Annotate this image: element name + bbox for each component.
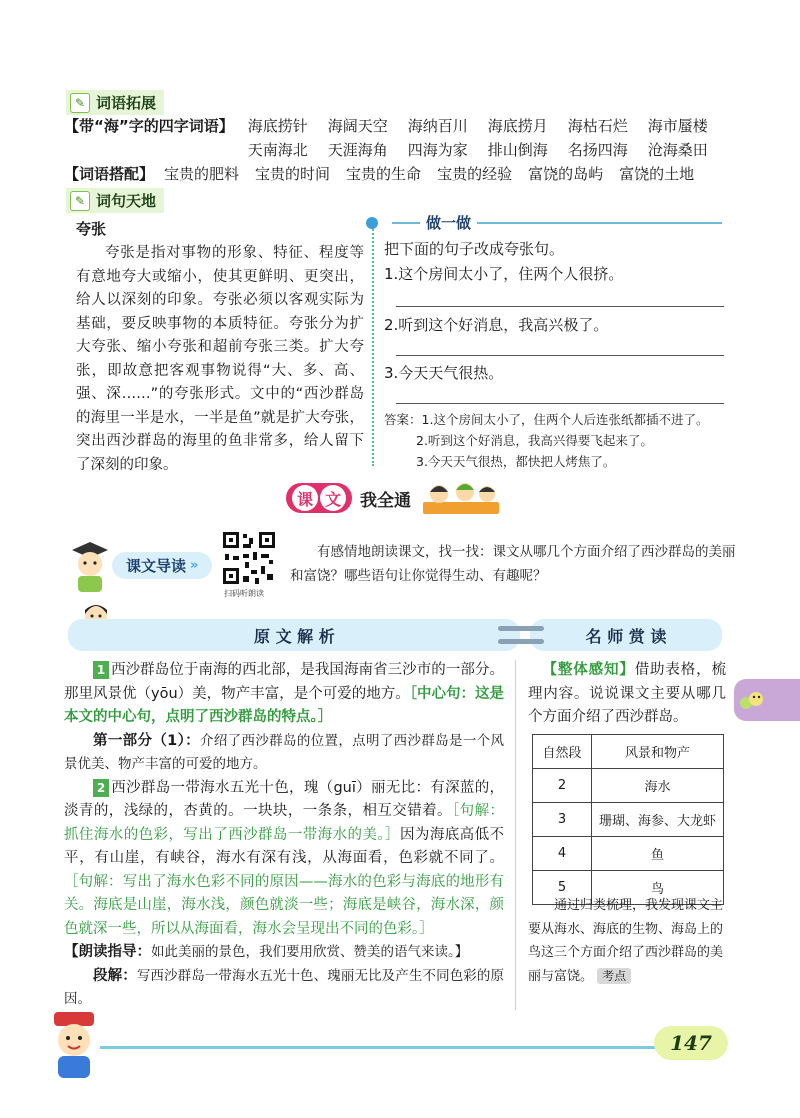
- kaodian-badge: 考点: [597, 968, 631, 984]
- p2-note-2: ［句解：写出了海水色彩不同的原因——海水的色彩与海底的地形有关。海底是山崖，海水浅，颜色就淡一些；海底是峡谷，海水深，颜色就深一些，所以从海面看，海水会呈现出不同的色彩。］: [64, 873, 504, 937]
- hai-words-row: [64, 114, 744, 162]
- sentence-section-tag: [66, 188, 164, 213]
- table-cell: 5: [533, 871, 592, 905]
- paragraph-2: [64, 777, 504, 942]
- word: 海枯石烂: [567, 117, 628, 135]
- paragraph-1: [64, 659, 504, 730]
- table-header-row: [533, 735, 724, 769]
- exercise-prompt: 把下面的句子改成夸张句。: [384, 240, 565, 258]
- word: 海底捞针: [247, 117, 308, 135]
- collocation: 宝贵的生命: [346, 165, 422, 183]
- answer-2: 2.听到这个好消息，我高兴得要飞起来了。: [416, 433, 653, 448]
- table-header: 风景和物产: [592, 735, 724, 769]
- pencil-icon: ✎: [70, 191, 90, 211]
- answer-label: 答案：: [384, 412, 422, 427]
- kewen-char-2: 文: [320, 485, 346, 511]
- guide-text: 有感情地朗读课文，找一找：课文从哪几个方面介绍了西沙群岛的美丽和富饶？哪些语句让你觉得生动、有趣呢？: [290, 544, 736, 584]
- word: 名扬四海: [567, 141, 628, 159]
- collocation: 宝贵的肥料: [164, 165, 240, 183]
- hai-words-list: [248, 114, 744, 162]
- collocation-row: [64, 162, 744, 186]
- answer-line: [396, 306, 724, 307]
- table-cell: 海水: [592, 769, 724, 803]
- side-intro-text: 借助表格，梳理内容。说说课文主要从哪几个方面介绍了西沙群岛。: [528, 662, 727, 725]
- table-cell: 3: [533, 803, 592, 837]
- part1-label: 第一部分（1）：: [93, 732, 201, 749]
- side-intro: [528, 659, 726, 730]
- table-cell: 珊瑚、海参、大龙虾: [592, 803, 724, 837]
- part1-text: 介绍了西沙群岛的位置，点明了西沙群岛是一个风景优美、物产丰富的可爱的地方。: [64, 732, 505, 772]
- ring-binder-icon: [496, 616, 546, 654]
- kuazhang-text: 夸张是指对事物的形象、特征、程度等有意地夸大或缩小，使其更鲜明、更突出，给人以深刻的印象。夸张必须以客观实际为基础，要反映事物的本质特征。夸张分为扩大夸张、缩小夸张和超前夸张三类。扩大夸张，即故意把客观事物说得“大、多、高、强、深……”的夸张形式。文中的“西沙群岛的海里一半是水，一半是鱼”就是扩大夸张，突出西沙群岛的海里的鱼非常多，给人留下了深刻的印象。: [76, 245, 364, 473]
- hai-words-label: 【带“海”字的四字词语】: [64, 117, 234, 135]
- kewen-char-1: 课: [292, 485, 318, 511]
- word: 海阔天空: [327, 117, 388, 135]
- collocation: 宝贵的时间: [255, 165, 331, 183]
- collocation: 宝贵的经验: [437, 165, 513, 183]
- kuazhang-title: 夸张: [76, 220, 107, 238]
- answer-1: 1.这个房间太小了，住两个人后连张纸都插不进了。: [421, 412, 709, 427]
- sentence-section-title: 词句天地: [96, 192, 157, 210]
- word: 海市蜃楼: [647, 117, 708, 135]
- table-cell: 4: [533, 837, 592, 871]
- paragraph-number-2: 2: [93, 779, 109, 797]
- mascot-icon: [44, 1008, 104, 1082]
- collocation-list: [164, 162, 694, 186]
- main-text: [64, 659, 504, 1012]
- answer-line: [396, 355, 724, 356]
- collocation: 富饶的土地: [619, 165, 695, 183]
- p2-text-a: 西沙群岛一带海水五光十色，瑰（guī）丽无比：有深蓝的，淡青的，浅绿的，杏黄的。一块块，一条条，相互交错着。: [64, 779, 504, 819]
- p1-note: ［中心句：这是本文的中心句，点明了西沙群岛的特点。］: [64, 685, 505, 725]
- part1-summary: [64, 730, 504, 777]
- footer-line: [100, 1046, 660, 1049]
- table-cell: 2: [533, 769, 592, 803]
- nature-table: [532, 734, 724, 905]
- band-right-title: 名 师 赏 读: [585, 626, 667, 646]
- qr-code[interactable]: [221, 530, 277, 586]
- band-right: [530, 619, 722, 651]
- guide-label-pill: [112, 552, 212, 579]
- table-cell: 鸟: [592, 871, 724, 905]
- collocation: 富饶的岛屿: [528, 165, 604, 183]
- band-left-title: 原 文 解 析: [254, 626, 335, 646]
- reading-guide: [64, 941, 504, 965]
- table-row: [533, 769, 724, 803]
- page-number: 147: [654, 1026, 728, 1060]
- duanjie-label: 段解：: [93, 967, 137, 984]
- paragraph-number-1: 1: [93, 661, 109, 679]
- kewen-heading: [286, 478, 501, 518]
- vocab-section-title: 词语拓展: [96, 94, 157, 112]
- band-left: [68, 619, 520, 651]
- reading-kids-illustration: [421, 478, 501, 518]
- answer-block: [384, 409, 708, 472]
- side-tab: [734, 679, 800, 721]
- vocab-section-tag: [66, 90, 164, 115]
- qr-caption: 扫码听朗读: [224, 589, 264, 598]
- answer-line: [396, 403, 724, 404]
- collocation-label: 【词语搭配】: [64, 165, 155, 183]
- zuoyizuo-title: 做一做: [420, 212, 477, 233]
- table-row: [533, 837, 724, 871]
- table-header: 自然段: [533, 735, 592, 769]
- double-chevron-icon: »: [190, 558, 199, 573]
- pencil-icon: ✎: [70, 93, 90, 113]
- exercise-question-1: 1.这个房间太小了，住两个人很挤。: [384, 265, 624, 283]
- table-cell: 鱼: [592, 837, 724, 871]
- column-divider: [372, 222, 374, 466]
- word: 沧海桑田: [647, 141, 708, 159]
- exercise-question-2: 2.听到这个好消息，我高兴极了。: [384, 316, 609, 334]
- word: 天南海北: [247, 141, 308, 159]
- p2-text-b: 因为海底高低不平，有山崖，有峡谷，海水有深有浅，从海面看，色彩就不同了。: [64, 826, 505, 866]
- side-summary: [528, 894, 726, 988]
- p1-text: 西沙群岛位于南海的西北部，是我国海南省三沙市的一部分。那里风景优（yōu）美，物产丰富，是个可爱的地方。: [64, 662, 504, 702]
- duanjie-text: 写西沙群岛一带海水五光十色、瑰丽无比及产生不同色彩的原因。: [64, 967, 505, 1007]
- reading-text: 如此美丽的景色，我们要用欣赏、赞美的语气来读。】: [151, 944, 469, 960]
- divider-dot: [366, 217, 378, 229]
- side-label: 【整体感知】: [542, 662, 635, 678]
- guide-label: 课文导读: [126, 557, 187, 575]
- answer-3: 3.今天天气很热，都快把人烤焦了。: [416, 454, 616, 469]
- caterpillar-icon: [738, 685, 768, 715]
- word: 海纳百川: [407, 117, 468, 135]
- word: 海底捞月: [487, 117, 548, 135]
- exercise-question-3: 3.今天天气很热。: [384, 364, 504, 382]
- word: 排山倒海: [487, 141, 548, 159]
- side-summary-text: 通过归类梳理，我发现课文主要从海水、海底的生物、海岛上的鸟这三个方面介绍了西沙群岛的美丽与富饶。: [528, 898, 724, 984]
- duanjie: [64, 965, 504, 1012]
- graduate-boy-icon: [66, 538, 114, 594]
- main-side-divider: [515, 660, 516, 1010]
- word: 四海为家: [407, 141, 468, 159]
- reading-label: 【朗读指导：: [64, 944, 151, 960]
- table-row: [533, 803, 724, 837]
- kewen-badge: [286, 483, 352, 513]
- word: 天涯海角: [327, 141, 388, 159]
- kewen-rest: 我全通: [360, 490, 411, 511]
- p2-note-1: ［句解：抓住海水的色彩，写出了西沙群岛一带海水的美。］: [64, 803, 505, 843]
